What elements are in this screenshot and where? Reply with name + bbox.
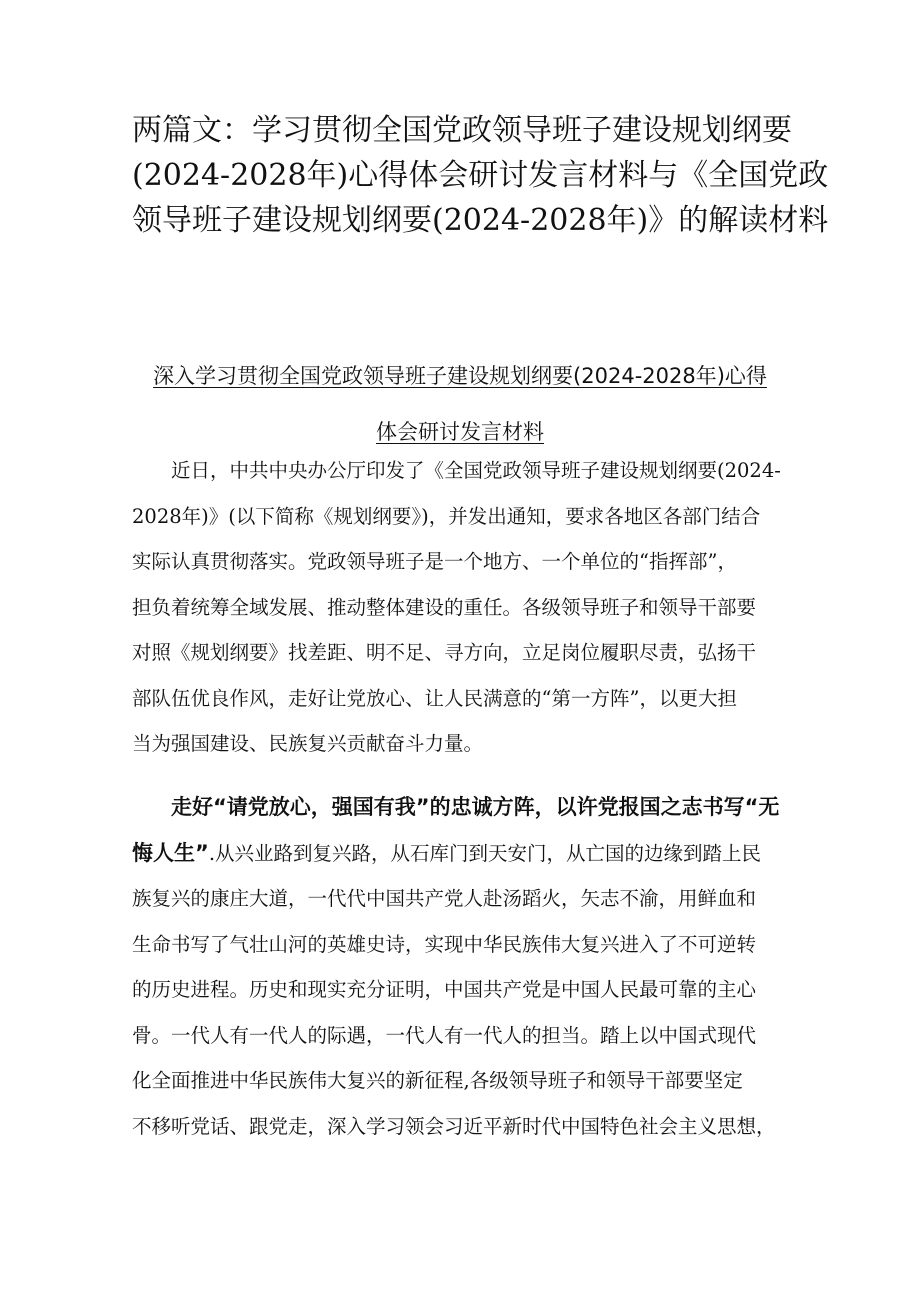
paragraph-line: 对照《规划纲要》找差距、明不足、寻方向，立足岗位履职尽责，弘扬干 bbox=[132, 641, 757, 664]
paragraph-line: 2028年)》(以下简称《规划纲要》)，并发出通知，要求各地区各部门结合 bbox=[132, 504, 761, 528]
title-line: (2024-2028年)心得体会研讨发言材料与《全国党政 bbox=[132, 158, 829, 193]
paragraph-line: 实际认真贯彻落实。党政领导班子是一个地方、一个单位的“指挥部”， bbox=[132, 550, 737, 573]
paragraph-line: 化全面推进中华民族伟大复兴的新征程,各级领导班子和领导干部要坚定 bbox=[132, 1069, 743, 1092]
paragraph-loyalty bbox=[132, 785, 792, 1149]
section-heading bbox=[140, 348, 780, 460]
section-heading-line: 深入学习贯彻全国党政领导班子建设规划纲要(2024-2028年)心得 bbox=[153, 364, 767, 388]
paragraph-line: 的历史进程。历史和现实充分证明，中国共产党是中国人民最可靠的主心 bbox=[132, 978, 757, 1001]
paragraph-line: 近日，中共中央办公厅印发了《全国党政领导班子建设规划纲要(2024- bbox=[171, 459, 781, 482]
paragraph-line-text: .从兴业路到复兴路，从石库门到天安门，从亡国的边缘到踏上民 bbox=[208, 841, 762, 865]
paragraph-line: 骨。一代人有一代人的际遇，一代人有一代人的担当。踏上以中国式现代 bbox=[132, 1023, 757, 1047]
title-line: 两篇文：学习贯彻全国党政领导班子建设规划纲要 bbox=[132, 113, 792, 148]
section-heading-line: 体会研讨发言材料 bbox=[376, 420, 544, 444]
paragraph-line bbox=[132, 831, 792, 877]
paragraph-line: 当为强国建设、民族复兴贡献奋斗力量。 bbox=[132, 732, 484, 755]
title-line: 领导班子建设规划纲要(2024-2028年)》的解读材料 bbox=[132, 203, 829, 238]
paragraph-line: 不移听党话、跟党走，深入学习领会习近平新时代中国特色社会主义思想， bbox=[132, 1114, 776, 1138]
paragraph-intro bbox=[132, 448, 792, 767]
document-title bbox=[132, 108, 829, 243]
paragraph-line: 生命书写了气壮山河的英雄史诗，实现中华民族伟大复兴进入了不可逆转 bbox=[132, 932, 757, 956]
paragraph-line: 族复兴的康庄大道，一代代中国共产党人赴汤蹈火，矢志不渝，用鲜血和 bbox=[132, 887, 757, 910]
paragraph-subheading-end: 悔人生” bbox=[132, 840, 209, 865]
paragraph-subheading: 走好“请党放心，强国有我”的忠诚方阵，以许党报国之志书写“无 bbox=[171, 795, 780, 819]
paragraph-line: 担负着统筹全域发展、推动整体建设的重任。各级领导班子和领导干部要 bbox=[132, 595, 757, 619]
paragraph-line: 部队伍优良作风，走好让党放心、让人民满意的“第一方阵”，以更大担 bbox=[132, 686, 737, 710]
